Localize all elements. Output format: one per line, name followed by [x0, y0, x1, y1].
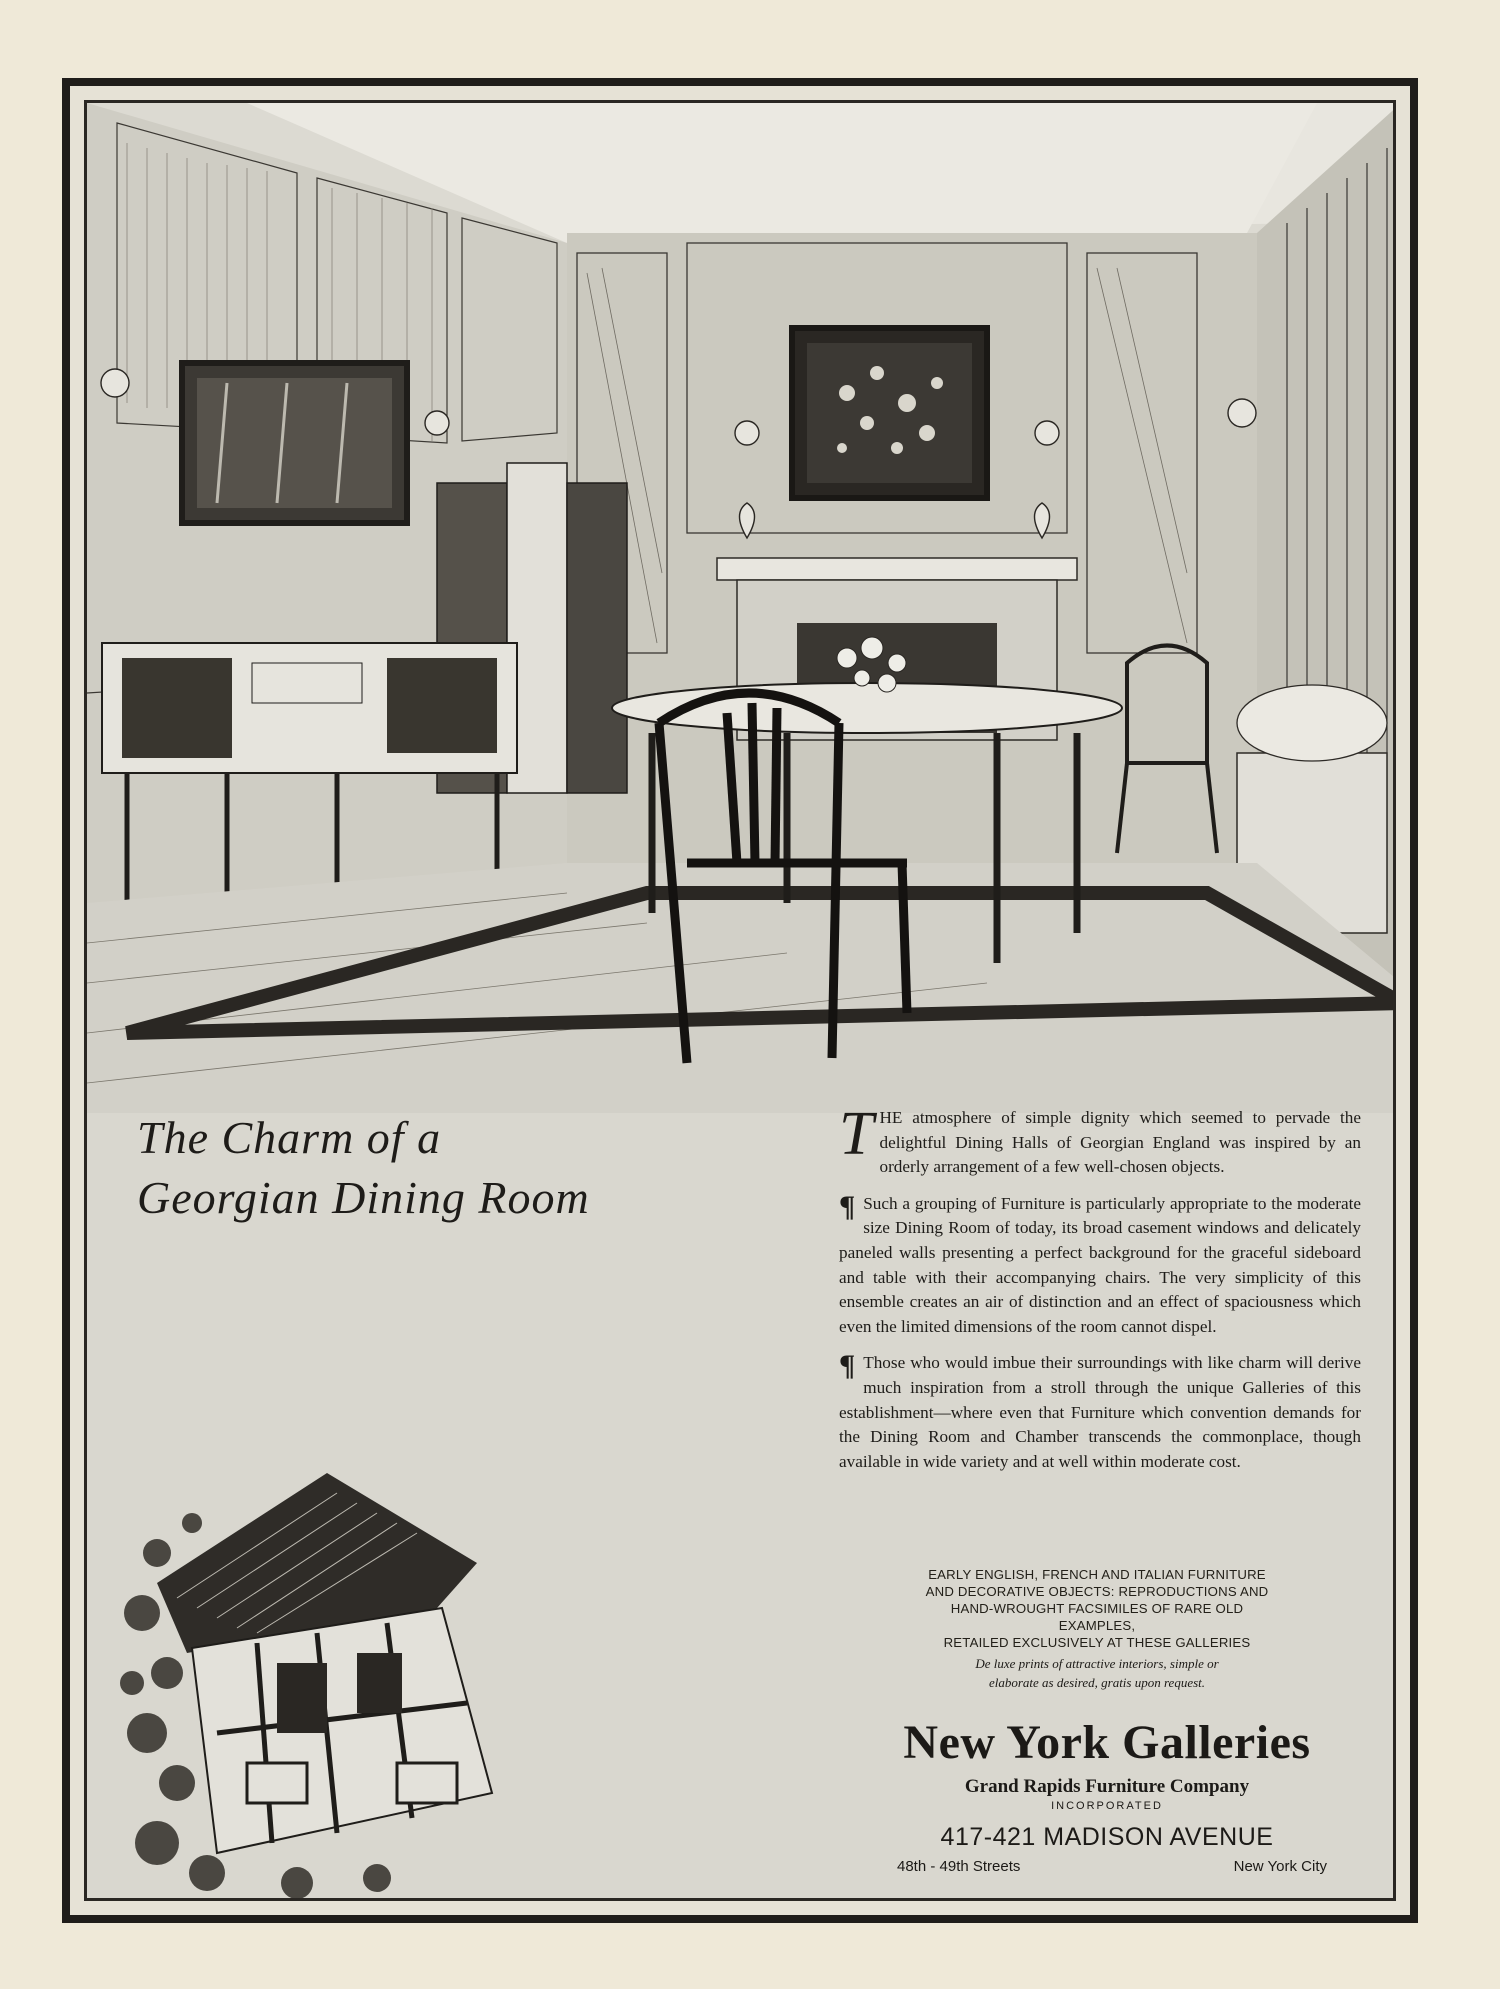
notice-line: EARLY ENGLISH, FRENCH AND ITALIAN FURNITURE — [928, 1567, 1266, 1582]
outer-border — [62, 78, 1418, 1923]
body-paragraph-3 — [839, 1351, 1361, 1474]
dining-room-illustration — [87, 103, 1396, 1113]
company-subtitle: Grand Rapids Furniture Company — [964, 1776, 1250, 1797]
company-name: New York Galleries — [903, 1716, 1311, 1769]
paragraph-3-text: Those who would imbue their surroundings with like charm will derive much inspiration from a stroll through the unique Galleries of this establishment—where even that Furniture which convention demands for the Dining Room and Chamber transcends the commonplace, though available in wide variety and at well within moderate cost. — [839, 1353, 1361, 1471]
notice-line: AND DECORATIVE OBJECTS: REPRODUCTIONS AND — [925, 1584, 1269, 1599]
prints-note — [907, 1654, 1287, 1692]
furniture-notice — [917, 1566, 1277, 1651]
pilcrow-icon: ¶ — [839, 1349, 856, 1383]
body-paragraph-2 — [839, 1189, 1361, 1340]
prints-note-line: De luxe prints of attractive interiors, simple or — [975, 1656, 1219, 1671]
paragraph-1-text: HE atmosphere of simple dignity which seemed to pervade the delightful Dining Halls of Georgian England was inspired by an orderly arrangement of a few well-chosen objects. — [879, 1108, 1361, 1177]
headline — [137, 1108, 657, 1228]
streets: 48th - 49th Streets — [897, 1858, 1021, 1875]
notice-line: HAND-WROUGHT FACSIMILES OF RARE OLD EXAMPLES, — [950, 1601, 1244, 1633]
company-address: 417-421 MADISON AVENUE — [940, 1823, 1274, 1851]
city: New York City — [1233, 1858, 1327, 1875]
paragraph-2-text: Such a grouping of Furniture is particularly appropriate to the moderate size Dining Room of today, its broad casement windows and delicately paneled walls presenting a perfect background for the graceful sideboard and table with their accompanying chairs. The very simplicity of this ensemble creates an air of distinction and an effect of spaciousness which even the limited dimensions of the room cannot dispel. — [839, 1193, 1361, 1336]
streets-line — [897, 1858, 1327, 1875]
company-incorporated: INCORPORATED — [1051, 1800, 1163, 1812]
prints-note-line: elaborate as desired, gratis upon request. — [988, 1675, 1206, 1690]
headline-line-1: The Charm of a — [137, 1112, 442, 1163]
drop-cap: T — [839, 1100, 874, 1168]
body-paragraph-1 — [839, 1100, 1361, 1180]
ad-plate — [84, 100, 1396, 1901]
notice-line: RETAILED EXCLUSIVELY AT THESE GALLERIES — [943, 1635, 1251, 1650]
house-illustration — [97, 1433, 567, 1901]
headline-line-2: Georgian Dining Room — [137, 1172, 590, 1223]
body-copy — [839, 1100, 1361, 1486]
pilcrow-icon: ¶ — [839, 1189, 856, 1223]
